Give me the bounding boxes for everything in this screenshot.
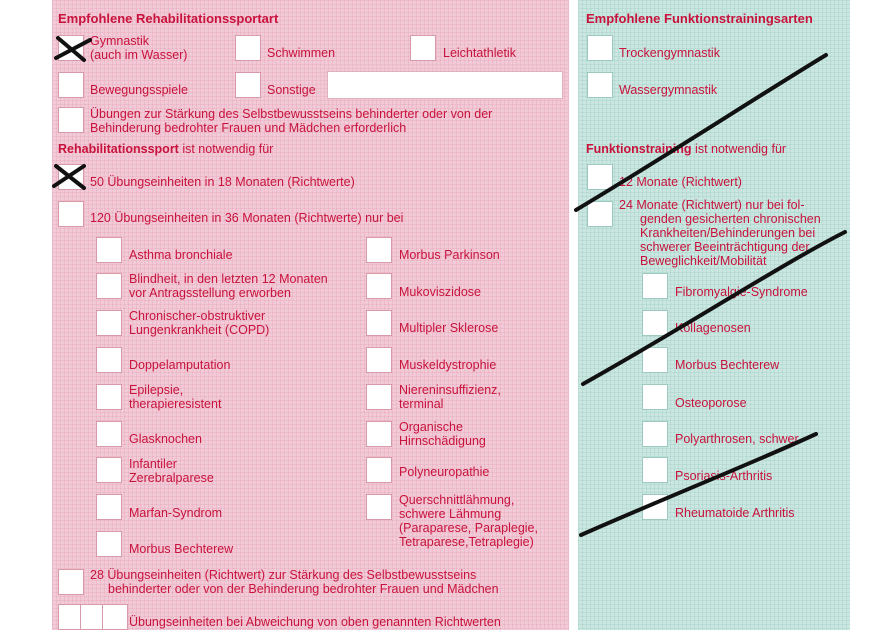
label-gymnastik-note: (auch im Wasser) xyxy=(90,48,188,62)
label-wassergymnastik: Wassergymnastik xyxy=(619,83,718,97)
condition-label: Glasknochen xyxy=(129,432,202,446)
label-28-line1: 28 Übungseinheiten (Richtwert) zur Stärkung des Selbstbewusstseins xyxy=(90,568,477,582)
condition-label: Zerebralparese xyxy=(129,471,214,485)
ft-condition-label: Polyarthrosen, schwer xyxy=(675,432,799,446)
condition-label: vor Antragsstellung erworben xyxy=(129,286,291,300)
ft-condition-label: Rheumatoide Arthritis xyxy=(675,506,795,520)
label-24-line: Krankheiten/Behinderungen bei xyxy=(640,226,816,240)
condition-label: Infantiler xyxy=(129,457,177,471)
condition-label: Epilepsie, xyxy=(129,383,184,397)
ft-condition-label: Kollagenosen xyxy=(675,321,751,335)
label-120-einheiten: 120 Übungseinheiten in 36 Monaten (Richtwerte) nur bei xyxy=(90,211,404,225)
condition-label: Tetraparese,Tetraplegie) xyxy=(399,535,534,549)
condition-label: Niereninsuffizienz, xyxy=(399,383,501,397)
condition-label: terminal xyxy=(399,397,444,411)
condition-label: Doppelamputation xyxy=(129,358,231,372)
heading-funktionstrainingsarten: Empfohlene Funktionstrainingsarten xyxy=(586,11,813,26)
condition-label: Marfan-Syndrom xyxy=(129,506,223,520)
label-uebungen-line1: Übungen zur Stärkung des Selbstbewusstseins behinderter oder von der xyxy=(90,107,493,121)
condition-label: (Paraparese, Paraplegie, xyxy=(399,521,538,535)
heading-rehasport-notwendig: Rehabilitationssport ist notwendig für xyxy=(58,142,274,156)
ft-condition-label: Osteoporose xyxy=(675,396,747,410)
condition-label: schwere Lähmung xyxy=(399,507,502,521)
condition-label: therapieresistent xyxy=(129,397,222,411)
checkmark-x-gymnastik xyxy=(56,38,90,60)
condition-label: Chronischer-obstruktiver xyxy=(129,309,266,323)
label-24-line: schwerer Beeinträchtigung der xyxy=(640,240,810,254)
condition-label: Organische xyxy=(399,420,463,434)
strike-line-2 xyxy=(583,232,845,384)
condition-label: Muskeldystrophie xyxy=(399,358,497,372)
label-trockengymnastik: Trockengymnastik xyxy=(619,46,720,60)
condition-label: Blindheit, in den letzten 12 Monaten xyxy=(129,272,328,286)
label-gymnastik: Gymnastik xyxy=(90,34,150,48)
label-24-line: 24 Monate (Richtwert) nur bei fol- xyxy=(619,198,805,212)
label-abweichung: Übungseinheiten bei Abweichung von oben genannten Richtwerten xyxy=(129,615,501,629)
checkmark-x-50-einheiten xyxy=(54,166,84,188)
strike-line-3 xyxy=(581,434,816,535)
ft-condition-label: Morbus Bechterew xyxy=(675,358,780,372)
condition-label: Morbus Bechterew xyxy=(129,542,234,556)
condition-label: Asthma bronchiale xyxy=(129,248,233,262)
ft-condition-label: Fibromyalgie-Syndrome xyxy=(675,285,808,299)
label-24-line: genden gesicherten chronischen xyxy=(640,212,821,226)
label-schwimmen: Schwimmen xyxy=(267,46,336,60)
label-28-line2: behinderter oder von der Behinderung bedrohter Frauen und Mädchen xyxy=(108,582,499,596)
condition-label: Morbus Parkinson xyxy=(399,248,500,262)
label-bewegungsspiele: Bewegungsspiele xyxy=(90,83,188,97)
heading-funktionstraining-notwendig: Funktionstraining ist notwendig für xyxy=(586,142,787,156)
condition-label: Hirnschädigung xyxy=(399,434,486,448)
label-12-monate: 12 Monate (Richtwert) xyxy=(619,175,742,189)
label-uebungen-line2: Behinderung bedrohter Frauen und Mädchen erforderlich xyxy=(90,121,407,135)
label-24-line: Beweglichkeit/Mobilität xyxy=(640,254,767,268)
ft-condition-label: Psoriasis-Arthritis xyxy=(675,469,773,483)
label-50-einheiten: 50 Übungseinheiten in 18 Monaten (Richtwerte) xyxy=(90,175,355,189)
condition-label: Lungenkrankheit (COPD) xyxy=(129,323,270,337)
label-sonstige: Sonstige xyxy=(267,83,316,97)
condition-label: Multipler Sklerose xyxy=(399,321,499,335)
condition-label: Querschnittlähmung, xyxy=(399,493,515,507)
strike-line-1 xyxy=(576,55,826,210)
condition-label: Polyneuropathie xyxy=(399,465,490,479)
condition-label: Mukoviszidose xyxy=(399,285,481,299)
heading-rehasportart: Empfohlene Rehabilitationssportart xyxy=(58,11,279,26)
label-leichtathletik: Leichtathletik xyxy=(443,46,516,60)
